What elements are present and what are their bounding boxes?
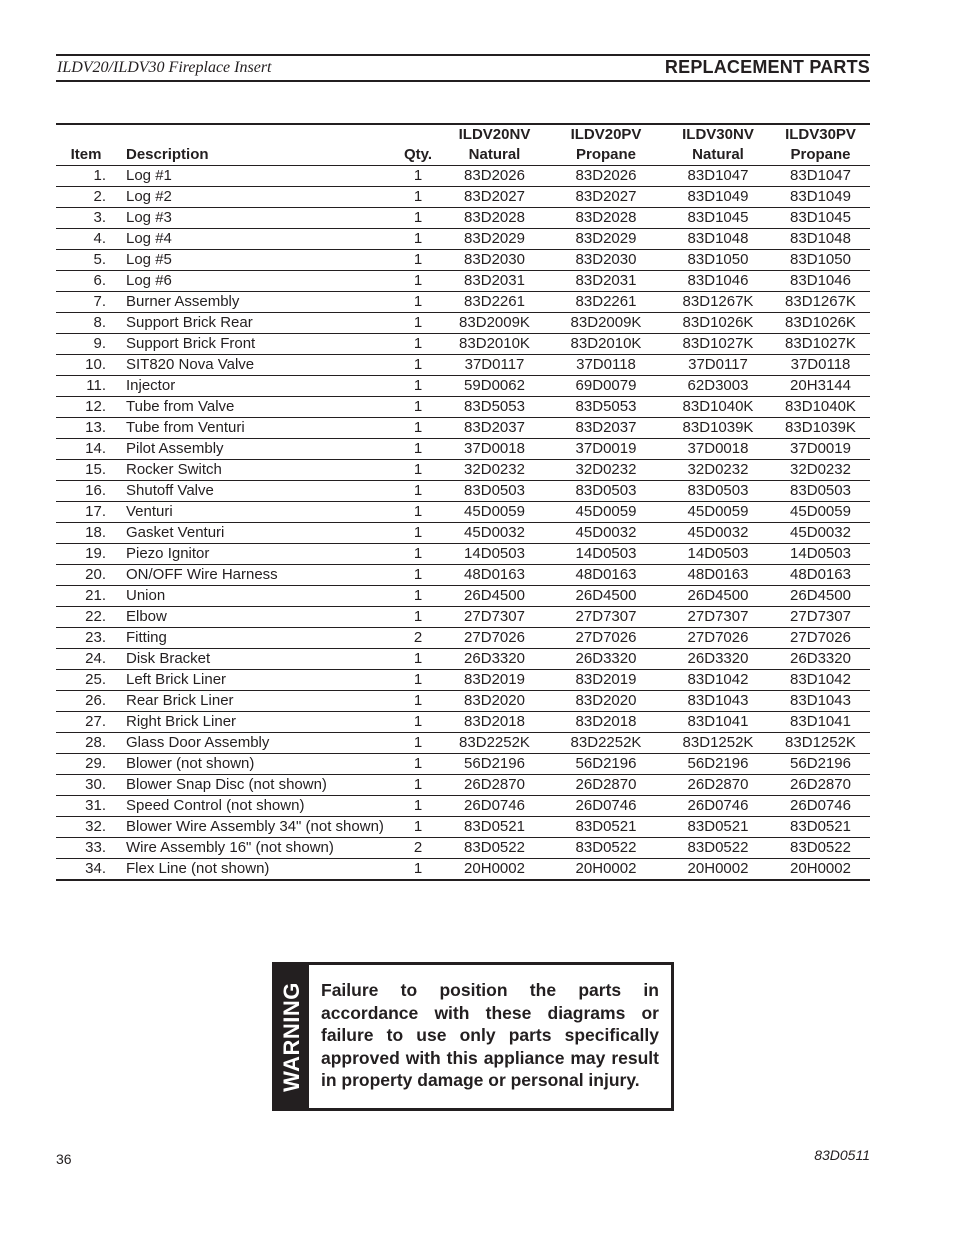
column-header-fuel: Propane (790, 146, 851, 163)
part-number: 83D2028 (442, 208, 547, 229)
part-number: 83D2028 (547, 208, 665, 229)
item-number: 7. (56, 292, 116, 313)
part-quantity: 1 (394, 586, 442, 607)
item-number: 18. (56, 523, 116, 544)
part-number: 37D0118 (771, 355, 870, 376)
replacement-parts-table (56, 123, 870, 881)
part-quantity: 1 (394, 691, 442, 712)
table-row (56, 502, 870, 523)
part-number: 20H0002 (771, 859, 870, 881)
table-row (56, 439, 870, 460)
part-number: 27D7307 (665, 607, 771, 628)
part-number: 83D2010K (442, 334, 547, 355)
column-header-model: ILDV30NV (682, 126, 754, 143)
part-description: Glass Door Assembly (116, 733, 394, 754)
part-number: 27D7307 (442, 607, 547, 628)
part-description: Support Brick Rear (116, 313, 394, 334)
part-number: 20H0002 (665, 859, 771, 881)
table-row (56, 754, 870, 775)
part-quantity: 2 (394, 628, 442, 649)
part-number: 83D0522 (442, 838, 547, 859)
part-quantity: 2 (394, 838, 442, 859)
part-quantity: 1 (394, 334, 442, 355)
part-number: 26D2870 (442, 775, 547, 796)
part-quantity: 1 (394, 313, 442, 334)
part-number: 45D0032 (547, 523, 665, 544)
part-quantity: 1 (394, 859, 442, 881)
part-number: 83D1040K (665, 397, 771, 418)
part-number: 83D2026 (442, 166, 547, 187)
part-number: 83D1047 (665, 166, 771, 187)
part-number: 26D3320 (442, 649, 547, 670)
part-number: 83D2261 (547, 292, 665, 313)
part-number: 83D1039K (771, 418, 870, 439)
part-description: Blower (not shown) (116, 754, 394, 775)
table-row (56, 250, 870, 271)
part-number: 83D2010K (547, 334, 665, 355)
part-number: 26D4500 (665, 586, 771, 607)
item-number: 4. (56, 229, 116, 250)
item-number: 2. (56, 187, 116, 208)
part-quantity: 1 (394, 565, 442, 586)
item-number: 30. (56, 775, 116, 796)
part-quantity: 1 (394, 607, 442, 628)
part-number: 37D0019 (547, 439, 665, 460)
part-number: 83D0503 (547, 481, 665, 502)
section-title: REPLACEMENT PARTS (664, 57, 870, 77)
part-number: 83D1039K (665, 418, 771, 439)
part-number: 37D0117 (665, 355, 771, 376)
part-number: 27D7026 (442, 628, 547, 649)
part-number: 27D7307 (547, 607, 665, 628)
part-number: 83D2031 (547, 271, 665, 292)
part-number: 26D2870 (547, 775, 665, 796)
item-number: 8. (56, 313, 116, 334)
part-number: 26D0746 (547, 796, 665, 817)
part-number: 14D0503 (442, 544, 547, 565)
part-number: 45D0032 (442, 523, 547, 544)
part-number: 26D0746 (442, 796, 547, 817)
part-number: 48D0163 (771, 565, 870, 586)
table-row (56, 418, 870, 439)
table-row (56, 775, 870, 796)
part-number: 83D2037 (442, 418, 547, 439)
part-quantity: 1 (394, 733, 442, 754)
part-number: 83D1267K (665, 292, 771, 313)
part-description: Log #3 (116, 208, 394, 229)
part-description: Rear Brick Liner (116, 691, 394, 712)
table-row (56, 544, 870, 565)
part-number: 83D2019 (547, 670, 665, 691)
table-row (56, 229, 870, 250)
table-row (56, 586, 870, 607)
part-number: 37D0117 (442, 355, 547, 376)
part-description: Pilot Assembly (116, 439, 394, 460)
table-row (56, 817, 870, 838)
part-number: 59D0062 (442, 376, 547, 397)
table-row (56, 523, 870, 544)
part-number: 26D0746 (771, 796, 870, 817)
column-header-fuel: Natural (468, 146, 521, 163)
warning-text: Failure to position the parts in accordance with these diagrams or failure to use only parts specifically approved with this appliance may result in property damage or personal injury. (321, 980, 659, 1090)
item-number: 34. (56, 859, 116, 881)
part-quantity: 1 (394, 418, 442, 439)
table-row (56, 187, 870, 208)
part-description: Disk Bracket (116, 649, 394, 670)
part-number: 83D2018 (547, 712, 665, 733)
part-number: 32D0232 (665, 460, 771, 481)
table-row (56, 397, 870, 418)
part-quantity: 1 (394, 166, 442, 187)
part-number: 83D1026K (771, 313, 870, 334)
part-number: 37D0019 (771, 439, 870, 460)
part-description: Support Brick Front (116, 334, 394, 355)
part-number: 83D1027K (665, 334, 771, 355)
table-row (56, 565, 870, 586)
warning-label: WARNING (279, 981, 304, 1092)
part-description: Shutoff Valve (116, 481, 394, 502)
part-number: 83D0521 (442, 817, 547, 838)
part-number: 69D0079 (547, 376, 665, 397)
part-number: 26D2870 (771, 775, 870, 796)
part-number: 37D0018 (665, 439, 771, 460)
part-description: Speed Control (not shown) (116, 796, 394, 817)
part-quantity: 1 (394, 649, 442, 670)
part-number: 83D2252K (442, 733, 547, 754)
part-number: 26D3320 (665, 649, 771, 670)
part-number: 83D1049 (771, 187, 870, 208)
part-description: Venturi (116, 502, 394, 523)
part-number: 26D4500 (442, 586, 547, 607)
item-number: 25. (56, 670, 116, 691)
item-number: 31. (56, 796, 116, 817)
part-description: Elbow (116, 607, 394, 628)
part-quantity: 1 (394, 229, 442, 250)
part-number: 83D0521 (665, 817, 771, 838)
part-number: 83D5053 (442, 397, 547, 418)
part-quantity: 1 (394, 292, 442, 313)
part-description: Log #6 (116, 271, 394, 292)
part-number: 83D1046 (665, 271, 771, 292)
part-description: Gasket Venturi (116, 523, 394, 544)
document-title: ILDV20/ILDV30 Fireplace Insert (57, 59, 272, 76)
part-number: 83D1252K (771, 733, 870, 754)
part-number: 83D2029 (547, 229, 665, 250)
header-top-rule (56, 54, 870, 56)
item-number: 15. (56, 460, 116, 481)
part-number: 14D0503 (665, 544, 771, 565)
item-number: 10. (56, 355, 116, 376)
table-row (56, 271, 870, 292)
part-quantity: 1 (394, 796, 442, 817)
table-row (56, 649, 870, 670)
item-number: 3. (56, 208, 116, 229)
document-number: 83D0511 (814, 1147, 870, 1163)
part-quantity: 1 (394, 439, 442, 460)
part-description: Log #2 (116, 187, 394, 208)
part-number: 45D0059 (442, 502, 547, 523)
table-row (56, 208, 870, 229)
part-quantity: 1 (394, 355, 442, 376)
part-number: 83D0503 (665, 481, 771, 502)
part-number: 83D2009K (547, 313, 665, 334)
part-number: 37D0018 (442, 439, 547, 460)
part-number: 83D1046 (771, 271, 870, 292)
part-number: 83D1045 (665, 208, 771, 229)
part-number: 26D3320 (771, 649, 870, 670)
item-number: 14. (56, 439, 116, 460)
part-number: 83D2027 (547, 187, 665, 208)
part-number: 83D0522 (771, 838, 870, 859)
part-number: 48D0163 (547, 565, 665, 586)
item-number: 27. (56, 712, 116, 733)
column-header-fuel: Propane (575, 146, 636, 163)
part-number: 48D0163 (665, 565, 771, 586)
part-number: 83D2261 (442, 292, 547, 313)
part-number: 83D0503 (442, 481, 547, 502)
table-row (56, 796, 870, 817)
part-description: Log #5 (116, 250, 394, 271)
part-quantity: 1 (394, 397, 442, 418)
part-description: ON/OFF Wire Harness (116, 565, 394, 586)
part-number: 83D2037 (547, 418, 665, 439)
part-quantity: 1 (394, 271, 442, 292)
part-description: Burner Assembly (116, 292, 394, 313)
part-number: 83D1041 (665, 712, 771, 733)
part-number: 27D7026 (547, 628, 665, 649)
item-number: 32. (56, 817, 116, 838)
part-number: 20H0002 (442, 859, 547, 881)
table-row (56, 460, 870, 481)
item-number: 13. (56, 418, 116, 439)
part-number: 83D1041 (771, 712, 870, 733)
part-quantity: 1 (394, 523, 442, 544)
part-number: 45D0059 (771, 502, 870, 523)
part-number: 27D7026 (771, 628, 870, 649)
part-quantity: 1 (394, 481, 442, 502)
item-number: 5. (56, 250, 116, 271)
item-number: 20. (56, 565, 116, 586)
part-number: 83D1042 (771, 670, 870, 691)
part-number: 83D1047 (771, 166, 870, 187)
part-number: 83D0522 (665, 838, 771, 859)
table-row (56, 712, 870, 733)
item-number: 17. (56, 502, 116, 523)
column-header-description: Description (126, 146, 209, 163)
part-number: 83D2031 (442, 271, 547, 292)
part-number: 83D2252K (547, 733, 665, 754)
part-quantity: 1 (394, 460, 442, 481)
item-number: 23. (56, 628, 116, 649)
part-number: 14D0503 (771, 544, 870, 565)
part-number: 83D1267K (771, 292, 870, 313)
part-number: 83D1050 (665, 250, 771, 271)
table-row (56, 481, 870, 502)
parts-table-body (56, 166, 870, 881)
table-row (56, 838, 870, 859)
part-quantity: 1 (394, 712, 442, 733)
part-number: 32D0232 (547, 460, 665, 481)
part-quantity: 1 (394, 817, 442, 838)
part-number: 27D7307 (771, 607, 870, 628)
part-number: 14D0503 (547, 544, 665, 565)
part-number: 83D2030 (547, 250, 665, 271)
part-description: Flex Line (not shown) (116, 859, 394, 881)
item-number: 1. (56, 166, 116, 187)
part-quantity: 1 (394, 544, 442, 565)
column-header-model: ILDV20PV (570, 126, 642, 143)
part-number: 83D1026K (665, 313, 771, 334)
part-number: 56D2196 (771, 754, 870, 775)
table-row (56, 166, 870, 187)
item-number: 11. (56, 376, 116, 397)
part-description: Piezo Ignitor (116, 544, 394, 565)
part-number: 83D1043 (665, 691, 771, 712)
item-number: 21. (56, 586, 116, 607)
part-number: 83D1043 (771, 691, 870, 712)
part-quantity: 1 (394, 187, 442, 208)
item-number: 12. (56, 397, 116, 418)
part-number: 20H0002 (547, 859, 665, 881)
part-number: 26D2870 (665, 775, 771, 796)
column-header-qty: Qty. (403, 146, 433, 163)
item-number: 33. (56, 838, 116, 859)
table-row (56, 355, 870, 376)
table-row (56, 628, 870, 649)
part-number: 83D2018 (442, 712, 547, 733)
part-number: 45D0059 (665, 502, 771, 523)
part-number: 26D0746 (665, 796, 771, 817)
part-number: 45D0032 (665, 523, 771, 544)
part-quantity: 1 (394, 250, 442, 271)
table-row (56, 334, 870, 355)
part-number: 20H3144 (771, 376, 870, 397)
part-description: Log #4 (116, 229, 394, 250)
header-bottom-rule (56, 80, 870, 82)
part-number: 45D0032 (771, 523, 870, 544)
item-number: 22. (56, 607, 116, 628)
part-description: Union (116, 586, 394, 607)
column-header-model: ILDV20NV (458, 126, 531, 143)
part-description: Tube from Valve (116, 397, 394, 418)
part-number: 83D1048 (665, 229, 771, 250)
part-description: Right Brick Liner (116, 712, 394, 733)
part-number: 83D1045 (771, 208, 870, 229)
part-description: Tube from Venturi (116, 418, 394, 439)
column-header-fuel: Natural (692, 146, 744, 163)
part-number: 83D2020 (442, 691, 547, 712)
table-row (56, 670, 870, 691)
part-number: 83D2026 (547, 166, 665, 187)
table-row (56, 607, 870, 628)
part-description: Blower Snap Disc (not shown) (116, 775, 394, 796)
part-number: 83D1252K (665, 733, 771, 754)
item-number: 28. (56, 733, 116, 754)
part-number: 48D0163 (442, 565, 547, 586)
item-number: 6. (56, 271, 116, 292)
item-number: 19. (56, 544, 116, 565)
part-number: 83D0522 (547, 838, 665, 859)
page-number: 36 (56, 1151, 72, 1167)
part-description: Blower Wire Assembly 34" (not shown) (116, 817, 394, 838)
part-quantity: 1 (394, 376, 442, 397)
part-number: 37D0118 (547, 355, 665, 376)
part-number: 27D7026 (665, 628, 771, 649)
table-row (56, 313, 870, 334)
part-number: 56D2196 (665, 754, 771, 775)
item-number: 26. (56, 691, 116, 712)
part-number: 83D5053 (547, 397, 665, 418)
table-row (56, 733, 870, 754)
part-description: Injector (116, 376, 394, 397)
part-number: 83D2029 (442, 229, 547, 250)
part-quantity: 1 (394, 502, 442, 523)
part-number: 83D1050 (771, 250, 870, 271)
item-number: 9. (56, 334, 116, 355)
item-number: 29. (56, 754, 116, 775)
part-number: 32D0232 (771, 460, 870, 481)
part-number: 26D4500 (547, 586, 665, 607)
column-header-model: ILDV30PV (785, 126, 856, 143)
part-quantity: 1 (394, 208, 442, 229)
part-number: 83D0521 (771, 817, 870, 838)
table-row (56, 292, 870, 313)
part-quantity: 1 (394, 775, 442, 796)
column-header-item: Item (70, 146, 102, 163)
part-number: 83D1027K (771, 334, 870, 355)
part-number: 83D0521 (547, 817, 665, 838)
part-description: Rocker Switch (116, 460, 394, 481)
part-number: 32D0232 (442, 460, 547, 481)
part-number: 56D2196 (442, 754, 547, 775)
part-number: 83D0503 (771, 481, 870, 502)
part-description: Left Brick Liner (116, 670, 394, 691)
part-description: SIT820 Nova Valve (116, 355, 394, 376)
part-number: 83D2020 (547, 691, 665, 712)
table-row (56, 691, 870, 712)
part-number: 83D1040K (771, 397, 870, 418)
part-number: 83D2030 (442, 250, 547, 271)
table-row (56, 859, 870, 881)
part-quantity: 1 (394, 754, 442, 775)
part-number: 62D3003 (665, 376, 771, 397)
part-description: Wire Assembly 16" (not shown) (116, 838, 394, 859)
part-description: Fitting (116, 628, 394, 649)
part-number: 83D1048 (771, 229, 870, 250)
part-quantity: 1 (394, 670, 442, 691)
item-number: 24. (56, 649, 116, 670)
part-number: 83D1042 (665, 670, 771, 691)
part-number: 26D3320 (547, 649, 665, 670)
part-number: 26D4500 (771, 586, 870, 607)
table-header-row-labels (56, 145, 870, 166)
part-number: 83D1049 (665, 187, 771, 208)
part-number: 45D0059 (547, 502, 665, 523)
part-number: 83D2019 (442, 670, 547, 691)
part-number: 56D2196 (547, 754, 665, 775)
warning-label-strip (275, 965, 309, 1108)
item-number: 16. (56, 481, 116, 502)
part-number: 83D2027 (442, 187, 547, 208)
warning-box (272, 962, 674, 1111)
part-number: 83D2009K (442, 313, 547, 334)
part-description: Log #1 (116, 166, 394, 187)
table-header-row-models (56, 124, 870, 145)
table-row (56, 376, 870, 397)
